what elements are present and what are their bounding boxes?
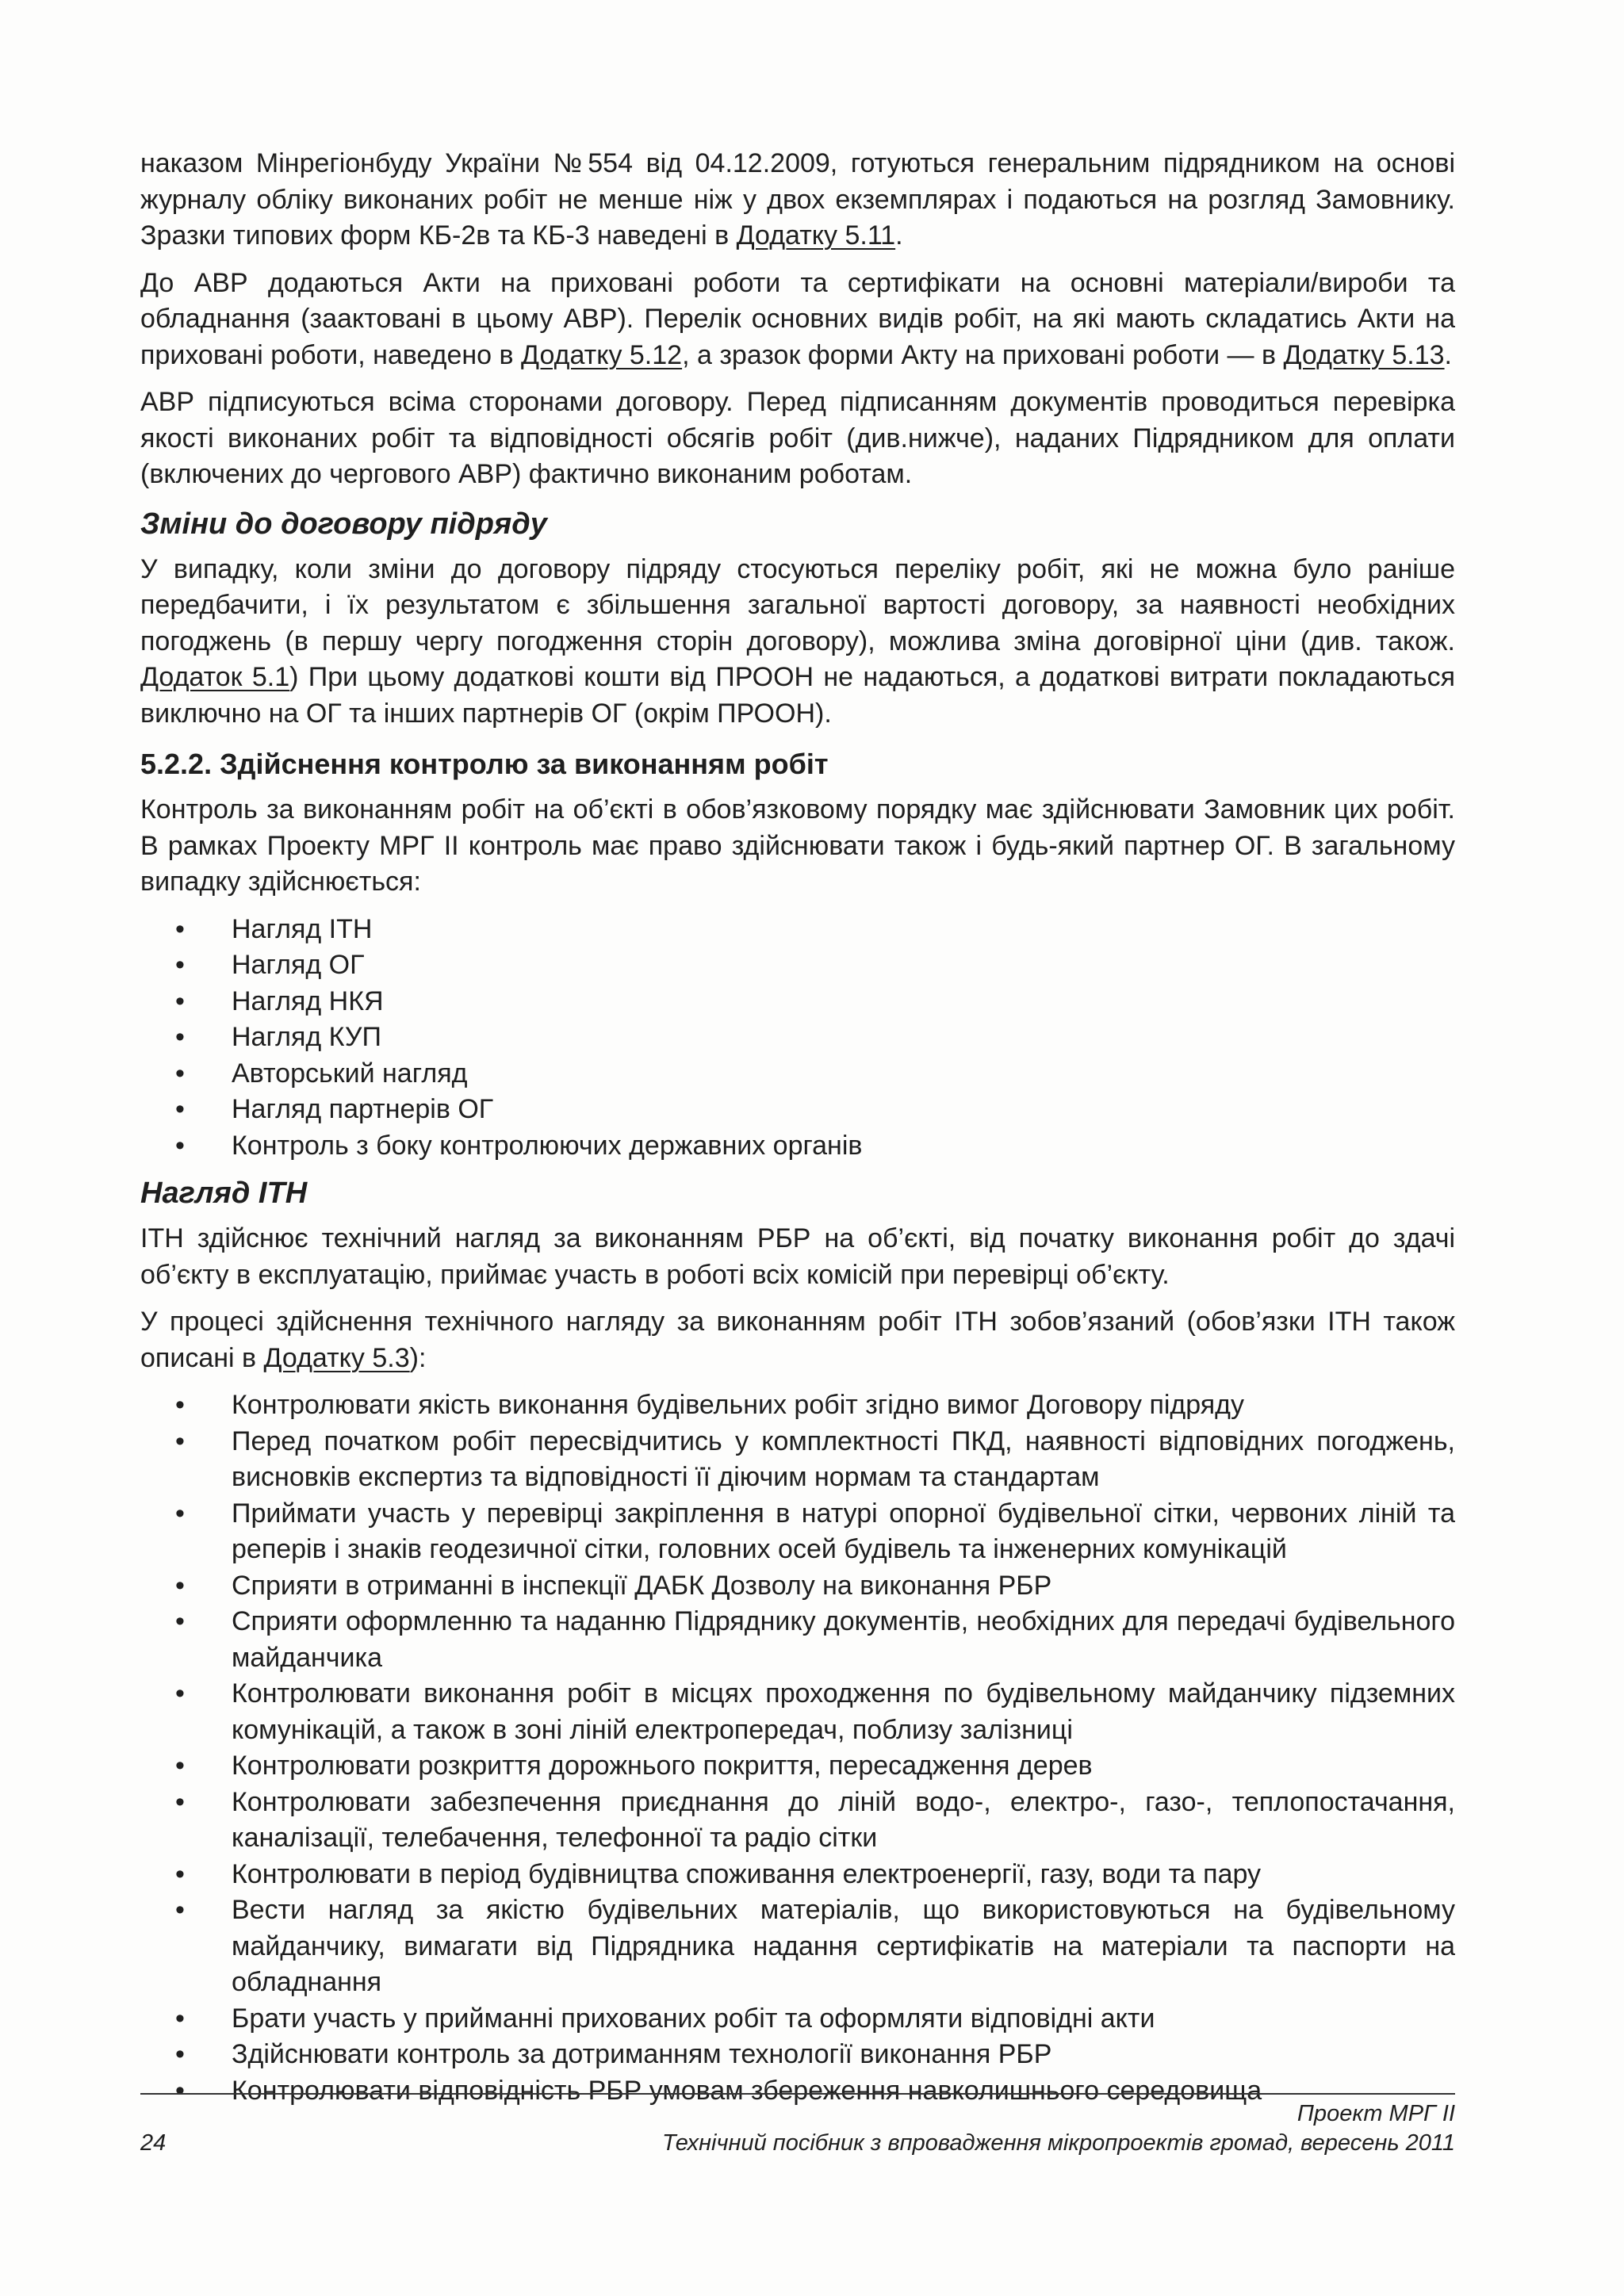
heading-contract-changes: Зміни до договору підряду bbox=[140, 507, 547, 541]
list-item: • Контроль з боку контролюючих державних органів bbox=[140, 1128, 1455, 1165]
itn-duties-list bbox=[140, 1387, 1455, 2109]
heading-itn-supervision: Нагляд ІТН bbox=[140, 1177, 308, 1210]
paragraph-avr-preparation: наказом Мінрегіонбуду України №554 від 04.12.2009, готуються генеральним підрядником на основі журналу обліку виконаних робіт не менше ніж у двох екземплярах і подаються на розгляд Замовнику. Зразки типових форм КБ-2в та КБ-3 наведені в Додатку 5.11. bbox=[140, 148, 1455, 251]
list-item: • Контролювати забезпечення приєднання до ліній водо-, електро-, газо-, теплопостачання, каналізації, телебачення, телефонної та радіо сітки bbox=[140, 1785, 1455, 1857]
list-item: • Нагляд НКЯ bbox=[140, 984, 1455, 1020]
list-item: • Вести нагляд за якістю будівельних матеріалів, що використовуються на будівельному майданчику, вимагати від Підрядника надання сертифікатів на матеріали та паспорти на обладнання bbox=[140, 1892, 1455, 2001]
list-item: • Сприяти в отриманні в інспекції ДАБК Дозволу на виконання РБР bbox=[140, 1568, 1455, 1605]
link-annex-5-11[interactable]: Додатку 5.11 bbox=[736, 220, 896, 251]
heading-section-5-2-2: 5.2.2. Здійснення контролю за виконанням робіт bbox=[140, 748, 829, 780]
page-number: 24 bbox=[140, 2130, 167, 2156]
paragraph-itn-description: ІТН здійснює технічний нагляд за виконанням РБР на об’єкті, від початку виконання робіт до здачі об’єкту в експлуатацію, приймає участь в роботі всіх комісій при перевірці об’єкту. bbox=[140, 1223, 1455, 1290]
list-item: • Контролювати розкриття дорожнього покриття, пересадження дерев bbox=[140, 1748, 1455, 1785]
control-types-list bbox=[140, 912, 1455, 1165]
list-item: • Нагляд ОГ bbox=[140, 947, 1455, 984]
paragraph-itn-duties-intro: У процесі здійснення технічного нагляду за виконанням робіт ІТН зобов’язаний (обов’язки ІТН також описані в Додатку 5.3): bbox=[140, 1307, 1455, 1373]
list-item: • Контролювати відповідність РБР умовам збереження навколишнього середовища bbox=[140, 2073, 1455, 2110]
link-annex-5-13[interactable]: Додатку 5.13 bbox=[1283, 339, 1445, 370]
paragraph-contract-changes: У випадку, коли зміни до договору підряду стосуються переліку робіт, які не можна було раніше передбачити, і їх результатом є збільшення загальної вартості договору, за наявності необхідних погоджень (в першу чергу погодження сторін договору), можлива зміна договірної ціни (див. також. Додаток 5.1) При цьому додаткові кошти від ПРООН не надаються, а додаткові витрати покладаються виключно на ОГ та інших партнерів ОГ (окрім ПРООН). bbox=[140, 553, 1455, 729]
link-annex-5-3[interactable]: Додатку 5.3 bbox=[263, 1342, 410, 1373]
footer-divider bbox=[140, 2093, 1455, 2095]
list-item: • Авторський нагляд bbox=[140, 1056, 1455, 1093]
list-item: • Контролювати якість виконання будівельних робіт згідно вимог Договору підряду bbox=[140, 1387, 1455, 1424]
list-item: • Сприяти оформленню та наданню Підряднику документів, необхідних для передачі будівельного майданчика bbox=[140, 1604, 1455, 1676]
list-item: • Контролювати в період будівництва споживання електроенергії, газу, води та пару bbox=[140, 1857, 1455, 1893]
page-footer bbox=[140, 2099, 1455, 2158]
list-item: • Нагляд партнерів ОГ bbox=[140, 1092, 1455, 1128]
footer-project-name: Проект МРГ ІІ bbox=[1297, 2101, 1455, 2126]
paragraph-avr-attachments: До АВР додаються Акти на приховані роботи та сертифікати на основні матеріали/вироби та обладнання (заактовані в цьому АВР). Перелік основних видів робіт, на які мають складатись Акти на приховані роботи, наведено в Додатку 5.12, а зразок форми Акту на приховані роботи — в Додатку 5.13. bbox=[140, 267, 1455, 370]
paragraph-control-intro: Контроль за виконанням робіт на об’єкті в обов’язковому порядку має здійснювати Замовник цих робіт. В рамках Проекту МРГ ІІ контроль має право здійснювати також і будь-який партнер ОГ. В загальному випадку здійснюється: bbox=[140, 794, 1455, 897]
footer-manual-title: Технічний посібник з впровадження мікропроектів громад, вересень 2011 bbox=[661, 2130, 1455, 2156]
list-item: • Приймати участь у перевірці закріплення в натурі опорної будівельної сітки, червоних ліній та реперів і знаків геодезичної сітки, головних осей будівель та інженерних комунікацій bbox=[140, 1496, 1455, 1568]
paragraph-avr-signing: АВР підписуються всіма сторонами договору. Перед підписанням документів проводиться перевірка якості виконаних робіт та відповідності обсягів робіт (див.нижче), наданих Підрядником для оплати (включених до чергового АВР) фактично виконаним роботам. bbox=[140, 387, 1455, 489]
link-annex-5-1[interactable]: Додаток 5.1 bbox=[140, 662, 290, 692]
list-item: • Брати участь у прийманні прихованих робіт та оформляти відповідні акти bbox=[140, 2001, 1455, 2038]
list-item: • Нагляд КУП bbox=[140, 1020, 1455, 1056]
list-item: • Контролювати виконання робіт в місцях проходження по будівельному майданчику підземних комунікацій, а також в зоні ліній електропередач, поблизу залізниці bbox=[140, 1676, 1455, 1748]
list-item: • Нагляд ІТН bbox=[140, 912, 1455, 948]
page-content bbox=[140, 146, 1455, 2118]
list-item: • Перед початком робіт пересвідчитись у комплектності ПКД, наявності відповідних погоджень, висновків експертиз та відповідності її діючим нормам та стандартам bbox=[140, 1424, 1455, 1496]
list-item: • Здійснювати контроль за дотриманням технології виконання РБР bbox=[140, 2037, 1455, 2073]
link-annex-5-12[interactable]: Додатку 5.12 bbox=[521, 339, 683, 370]
